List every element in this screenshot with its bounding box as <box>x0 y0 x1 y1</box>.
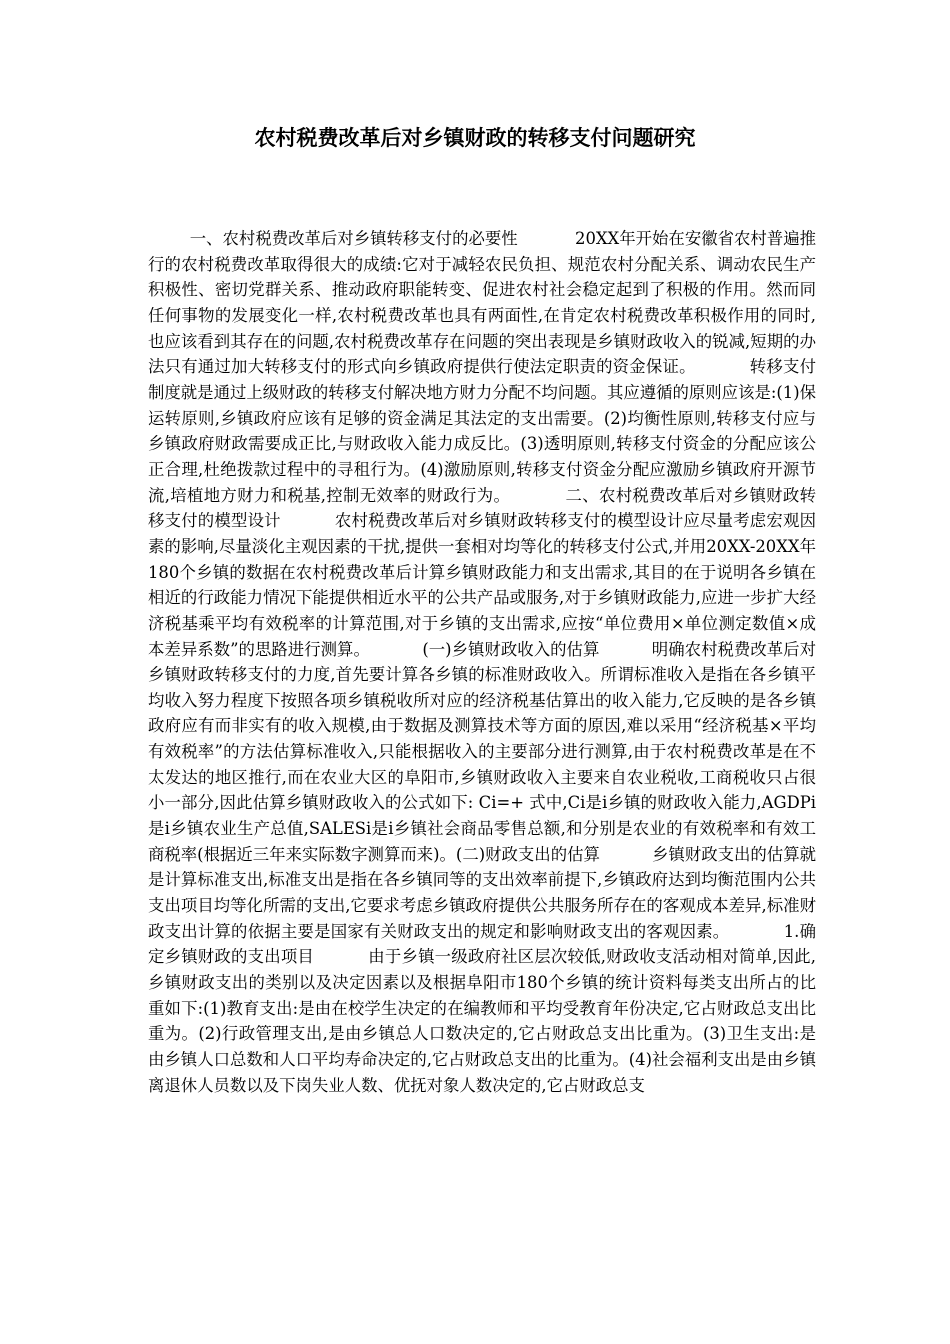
document-title: 农村税费改革后对乡镇财政的转移支付问题研究 <box>254 125 696 150</box>
document-body: 一、农村税费改革后对乡镇转移支付的必要性 20XX年开始在安徽省农村普遍推行的农村税费改革取得很大的成绩:它对于减轻农民负担、规范农村分配关系、调动农民生产积极性、密切党群关系、推动政府职能转变、促进农村社会稳定起到了积极的作用。然而同任何事物的发展变化一样,农村税费改革也具有两面性,在肯定农村税费改革积极作用的同时,也应该看到其存在的问题,农村税费改革存在问题的突出表现是乡镇财政收入的锐减,短期的办法只有通过加大转移支付的形式向乡镇政府提供行使法定职责的资金保证。 转移支付制度就是通过上级财政的转移支付解决地方财力分配不均问题。其应遵循的原则应该是:(1)保运转原则,乡镇政府应该有足够的资金满足其法定的支出需要。(2)均衡性原则,转移支付应与乡镇政府财政需要成正比,与财政收入能力成反比。(3)透明原则,转移支付资金的分配应该公正合理,杜绝拨款过程中的寻租行为。(4)激励原则,转移支付资金分配应激励乡镇政府开源节流,培植地方财力和税基,控制无效率的财政行为。 二、农村税费改革后对乡镇财政转移支付的模型设计 农村税费改革后对乡镇财政转移支付的模型设计应尽量考虑宏观因素的影响,尽量淡化主观因素的干扰,提供一套相对均等化的转移支付公式,并用20XX-20XX年180个乡镇的数据在农村税费改革后计算乡镇财政能力和支出需求,其目的在于说明各乡镇在相近的行政能力情况下能提供相近水平的公共产品或服务,对于乡镇财政能力,应进一步扩大经济税基乘平均有效税率的计算范围,对于乡镇的支出需求,应按“单位费用×单位测定数值×成本差异系数”的思路进行测算。 (一)乡镇财政收入的估算 明确农村税费改革后对乡镇财政转移支付的力度,首先要计算各乡镇的标准财政收入。所谓标准收入是指在各乡镇平均收入努力程度下按照各项乡镇税收所对应的经济税基估算出的收入能力,它反映的是各乡镇政府应有而非实有的收入规模,由于数据及测算技术等方面的原因,难以采用“经济税基×平均有效税率”的方法估算标准收入,只能根据收入的主要部分进行测算,由于农村税费改革是在不太发达的地区推行,而在农业大区的阜阳市,乡镇财政收入主要来自农业税收,工商税收只占很小一部分,因此估算乡镇财政收入的公式如下: Ci=+ 式中,Ci是i乡镇的财政收入能力,AGDPi是i乡镇农业生产总值,SALESi是i乡镇社会商品零售总额,和分别是农业的有效税率和有效工商税率(根据近三年来实际数字测算而来)。(二)财政支出的估算 乡镇财政支出的估算就是计算标准支出,标准支出是指在各乡镇同等的支出效率前提下,乡镇政府达到均衡范围内公共支出项目均等化所需的支出,它要求考虑乡镇政府提供公共服务所存在的客观成本差异,标准财政支出计算的依据主要是国家有关财政支出的规定和影响财政支出的客观因素。 1.确定乡镇财政的支出项目 由于乡镇一级政府社区层次较低,财政收支活动相对简单,因此,乡镇财政支出的类别以及决定因素以及根据阜阳市180个乡镇的统计资料每类支出所占的比重如下:(1)教育支出:是由在校学生决定的在编教师和平均受教育年份决定,它占财政总支出比重为。(2)行政管理支出,是由乡镇总人口数决定的,它占财政总支出比重为。(3)卫生支出:是由乡镇人口总数和人口平均寿命决定的,它占财政总支出的比重为。(4)社会福利支出是由乡镇离退休人员数以及下岗失业人数、优抚对象人数决定的,它占财政总支 <box>148 229 816 1095</box>
